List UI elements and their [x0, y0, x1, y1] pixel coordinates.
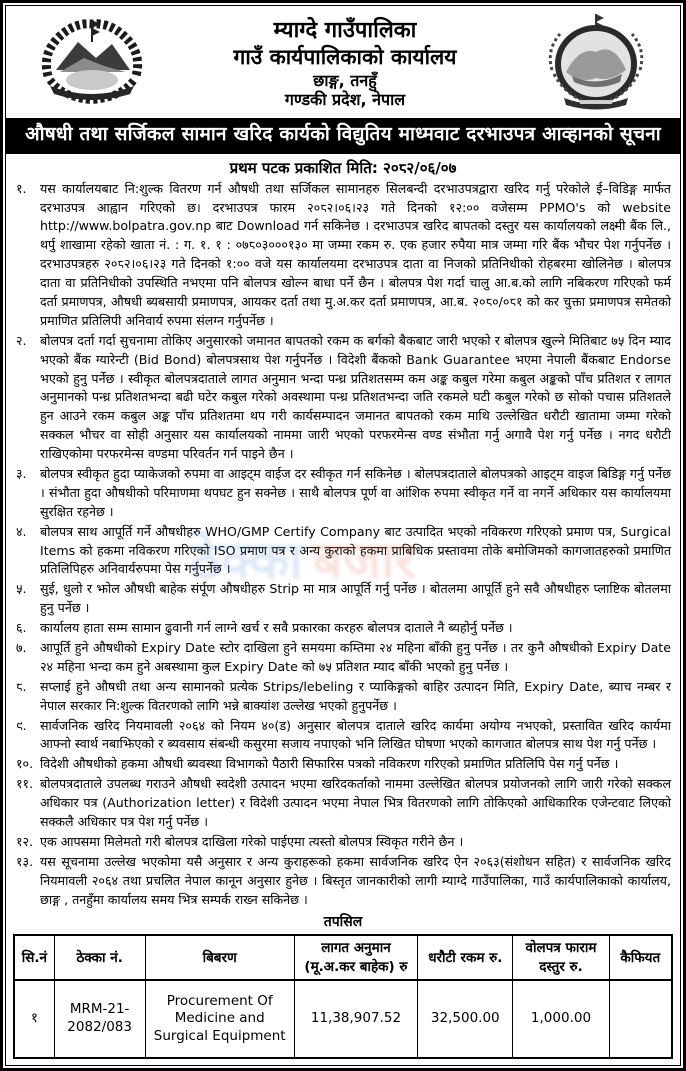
clause-number: १.: [16, 180, 27, 196]
clause-number: १३.: [16, 853, 34, 869]
clause-2: [16, 332, 671, 464]
notice-title-banner: औषधी तथा सर्जिकल सामान खरिद कार्यको विद्युतिय माध्मवाट दरभाउपत्र आव्हानको सूचना: [6, 118, 680, 154]
org-address: छाङ्ग, तनहुँ: [313, 70, 377, 90]
clause-text: बोलपत्रदाताले उपलब्ध गराउने औषधी स्वदेशी उत्पादन भएमा खरिदकर्ताको नाममा उल्लेखित बोलपत्र प्रयोजनको लागि जारी गरेको सक्कल अधिकार पत्र (Authorization letter) र विदेशी उत्पादन भएमा नेपाल भित्र वितरणको लागि तोकिएको आधिकारिक एजेन्टवाट लिएको सक्कलै अधिकार पत्र पेश गर्नु पर्नेछ ।: [40, 776, 671, 830]
clause-text: कार्यालय हाता सम्म सामान ढुवानी गर्न लाग्ने खर्च र सवै प्रकारका करहरु बोलपत्र दाताले नै ब्यहोर्नु पर्नेछ ।: [40, 620, 513, 636]
clause-6: [16, 619, 671, 638]
table-row: [14, 980, 672, 1058]
clause-text: विदेशी औषधीको हकमा औषधी ब्यवस्था विभागको पैठारी सिफारिस पत्रको नविकरण गरिएको प्रमाणित प्रतिलिपि पेस गर्नु पर्नेछ ।: [40, 756, 619, 772]
clause-number: ७.: [16, 640, 27, 656]
clause-11: [16, 775, 671, 832]
col-remarks: कैफियत: [609, 935, 672, 979]
clause-text: सार्वजनिक खरिद नियमावली २०६४ को नियम ४०(ड) अनुसार बोलपत्र दाताले खरिद कार्यमा अयोग्य नभएको, प्रस्तावित खरिद कार्यमा आफ्नो स्वार्थ नबाझिएको र ब्यवसाय संबन्धी कसुरमा सजाय नपाएको भनि लिखित घोषणा भएको कागजात बोलपत्र साथ पेश गर्नु पर्नेछ ।: [40, 717, 671, 752]
clause-text: बोलपत्र साथ आपूर्ति गर्ने औषधीहरु WHO/GMP Certify Company बाट उत्पादित भएको नविकरण गरिएको प्रमाण पत्र, Surgical Items को हकमा नविकरण गरिएको ISO प्रमाण पत्र र अन्य कुराको हकमा प्राबिधिक प्रस्तावमा तोके बमोजिमको कागजातहरुको प्रमाणित प्रतिलिपिहरु अनिवार्यरुपमा पेस गर्नुपर्नेछ ।: [40, 523, 671, 577]
clause-number: ५.: [16, 581, 27, 597]
clause-number: ३.: [16, 466, 27, 481]
clause-number: १२.: [16, 833, 34, 849]
col-description: बिबरण: [145, 935, 294, 979]
col-bid-form-fee: वोलपत्र फाराम दस्तुर रु.: [513, 935, 609, 979]
clause-12: [16, 833, 671, 852]
masthead: [6, 6, 680, 118]
clause-number: २.: [16, 332, 27, 348]
clause-text: सप्लाई हुने औषधी तथा अन्य सामानको प्रत्येक Strips/lebeling र प्याकिङ्गको बाहिर उत्पादन मिति, Expiry Date, ब्याच नम्बर र नेपाल सरकार नि:शुल्क वितरणको लागि भन्ने बाक्यांश उल्लेख भएको हुनुपर्नेछ ।: [40, 678, 671, 713]
schedule-table: [13, 934, 673, 1058]
clause-text: यस सूचनामा उल्लेख भएकोमा यसै अनुसार र अन्य कुराहरूको हकमा सार्वजनिक खरिद ऐन २०६३(संशोधन सहित) र सार्वजनिक खरिद नियमावली २०६४ तथा प्रचलित नेपाल कानून अनुसार हुनेछ । बिस्तृत जानकारीको लागी म्याग्दे गाउँपालिका, गाउँ कार्यपालिकाको कार्यालय, छाङ्ग , तनहुँमा कार्यालय समय भित्र सम्पर्क राख्न सकिनेछ ।: [40, 853, 671, 907]
clause-text: आपूर्ति हुने औषधीको Expiry Date स्टोर दाखिला हुने समयमा कम्तिमा २४ महिना बाँकी हुनु पर्नेछ । तर कुनै औषधीको Expiry Date २४ महिना भन्दा कम हुने अबस्थामा कुल Expiry Date को ७५ प्रतिशत म्याद बाँकी भएको हुनु पर्नेछ ।: [40, 640, 671, 674]
watermark: ठेक्का बजार: [191, 531, 416, 591]
published-date-line: प्रथम पटक प्रकाशित मिति: २०८२/०६/०७: [229, 158, 457, 177]
clause-text: सुई, धुलो र झोल औषधी बाहेक संर्पूण औषधीहरु Strip मा मात्र आपूर्ति गर्नु पर्नेछ । बोतलमा आपूर्ति हुने सवै औषधीहरु प्लाष्टिक बोतलमा हुनु पर्नेछ ।: [40, 581, 671, 616]
table-header-row: [14, 935, 672, 979]
clause-number: ४.: [16, 523, 27, 539]
clause-number: ६.: [16, 620, 27, 636]
clause-number: ११.: [16, 776, 34, 792]
cell-contract-no: MRM-21-2082/083: [54, 980, 145, 1058]
col-deposit-amount: धरौटी रकम रु.: [418, 935, 513, 979]
org-title-block: [150, 18, 540, 109]
clause-text: एक आपसमा मिलेमतो गरी बोलपत्र दाखिला गरेको पाईएमा त्यस्तो बोलपत्र स्विकृत गरीने छैन ।: [40, 833, 464, 849]
org-office: गाउँ कार्यपालिकाको कार्यालय: [233, 45, 457, 70]
clause-8: [16, 678, 671, 716]
col-serial-no: सि.नं: [14, 935, 54, 979]
clause-number: १०.: [16, 756, 34, 772]
municipality-emblem-icon: [540, 12, 652, 116]
clause-13: [16, 853, 671, 910]
clause-4: [16, 523, 671, 580]
nepal-coat-of-arms-icon: [34, 14, 150, 114]
cell-bid-form-fee: 1,000.00: [513, 980, 609, 1058]
clause-9: [16, 717, 671, 755]
notice-inner-frame: [5, 5, 681, 1066]
clause-7: [16, 639, 671, 677]
clause-10: [16, 755, 671, 774]
org-name: म्याग्दे गाउँपालिका: [273, 18, 417, 44]
clause-number: ९.: [16, 717, 27, 733]
cell-description: Procurement Of Medicine and Surgical Equipment: [145, 980, 294, 1058]
clause-3: [16, 465, 671, 522]
schedule-heading: तपसिल: [323, 914, 363, 931]
clause-text: बोलपत्र दर्ता गर्दा सुचनामा तोकिए अनुसारको जमानत बापतको रकम क बर्गको बैकबाट जारी भएको र बोलपत्र खुल्ने मितिबाट ७५ दिन म्याद भएको बैंक ग्यारेन्टी (Bid Bond) बोलपत्रसाथ पेश गर्नुपर्नेछ । विदेशी बैंकको Bank Guarantee भएमा नेपाली बैंकबाट Endorse भएको हुनु पर्नेछ । स्वीकृत बोलपत्रदाताले लागत अनुमान भन्दा पन्ध्र प्रतिशतसम्म कम अङ्क कबुल गरेमा कबुल अङ्कको पाँच प्रतिशत र लागत अनुमानको पन्ध्र प्रतिशतभन्दा बढी घटेर कबुल गरेको अवस्थामा पन्ध्र प्रतिशतभन्दा जति रकमले घटी कबुल गरेको छ सोको पचास प्रतिशतले हुन आउने रकम कबुल अङ्क पाँच प्रतिशतमा थप गरी कार्यसम्पादन जमानत बापतको रकम माथि उल्लेखित धरौटी खातामा जम्मा गरेको सक्कल भौचर वा सोही अनुसार यस कार्यालयको नाममा जारी भएको परफरमेन्स वण्ड संभौता गर्नु अगावै पेश गर्नु पर्नेछ । नगद धरौटी राखिएकोमा परफरमेन्स वण्डमा परिवर्तन गर्न पाइने छैन ।: [40, 332, 671, 462]
clause-text: यस कार्यालयबाट नि:शुल्क वितरण गर्न औषधी तथा सर्जिकल सामानहरु सिलबन्दी दरभाउपत्रद्वारा खरिद गर्नु परेकोले ई–विडिङ्ग मार्फत दरभाउपत्र आह्वान गरिएको छ। दरभाउपत्र फारम २०८२।०६।२३ गते दिनको १२:०० वजेसम्म PPMO's को website http://www.bolpatra.gov.np बाट Download गर्न सकिनेछ । दरभाउपत्र खरिद बापतको दस्तुर यस कार्यालयको लक्ष्मी बैंक लि., थर्पु शाखामा रहेको खाता नं. : ग. १. १ : ०७८०३०००१३० मा जम्मा रकम रु. एक हजार रुपैया मात्र जम्मा गरि बैंक भौचर पेश गर्नुपर्नेछ । दरभाउपत्रहरु २०८२।०६।२३ गते दिनको १:०० वजे यस कार्यालयमा दरभाउपत्र दाता वा निजको प्रतिनिधीको रोहबरमा खोलिनेछ । बोलपत्र दाता वा प्रतिनिधीको उपस्थिति नभएमा पनि बोलपत्र खोल्न बाधा पर्ने छैन । बोलपत्र पेश गर्दा चालु आ.ब.को लागि नबिकरण गरिएको फर्म दर्ता प्रमाणपत्र, औषधी ब्यबसायी प्रमाणपत्र, आयकर दर्ता तथा मु.अ.कर दर्ता प्रमाणपत्र, आ.ब. २०८०/०८१ को कर चुक्ता प्रमाणपत्र समेतको प्रमाणित प्रतिलिपी अनिवार्य रुपमा संलग्न गर्नुपर्नेछ ।: [40, 180, 671, 328]
clause-number: ८.: [16, 678, 27, 694]
clause-text: बोलपत्र स्वीकृत हुदा प्याकेजको रुपमा वा आइट्म वाईज दर स्वीकृत गर्न सकिनेछ । बोलपत्रदाताले बोलपत्रको आइट्म वाइज बिडिङ्ग गर्नु पर्नेछ । संभौता हुदा औषधीको परिमाणमा थपघट हुन सक्नेछ । साथै बोलपत्र पूर्ण वा आंशिक रुपमा स्वीकृत गर्ने वा नगर्ने अधिकार यस कार्यालयमा सुरक्षित रहनेछ ।: [40, 466, 671, 519]
col-cost-estimate: लागत अनुमान (मू.अ.कर बाहेक) रु: [294, 935, 417, 979]
clause-list: [6, 180, 680, 911]
cell-serial-no: १: [14, 980, 54, 1058]
cell-deposit-amount: 32,500.00: [418, 980, 513, 1058]
clause-5: [16, 580, 671, 618]
cell-cost-estimate: 11,38,907.52: [294, 980, 417, 1058]
cell-remarks: [609, 980, 672, 1058]
col-contract-no: ठेक्का नं.: [54, 935, 145, 979]
clause-1: [16, 180, 671, 331]
org-province: गण्डकी प्रदेश, नेपाल: [284, 90, 406, 110]
